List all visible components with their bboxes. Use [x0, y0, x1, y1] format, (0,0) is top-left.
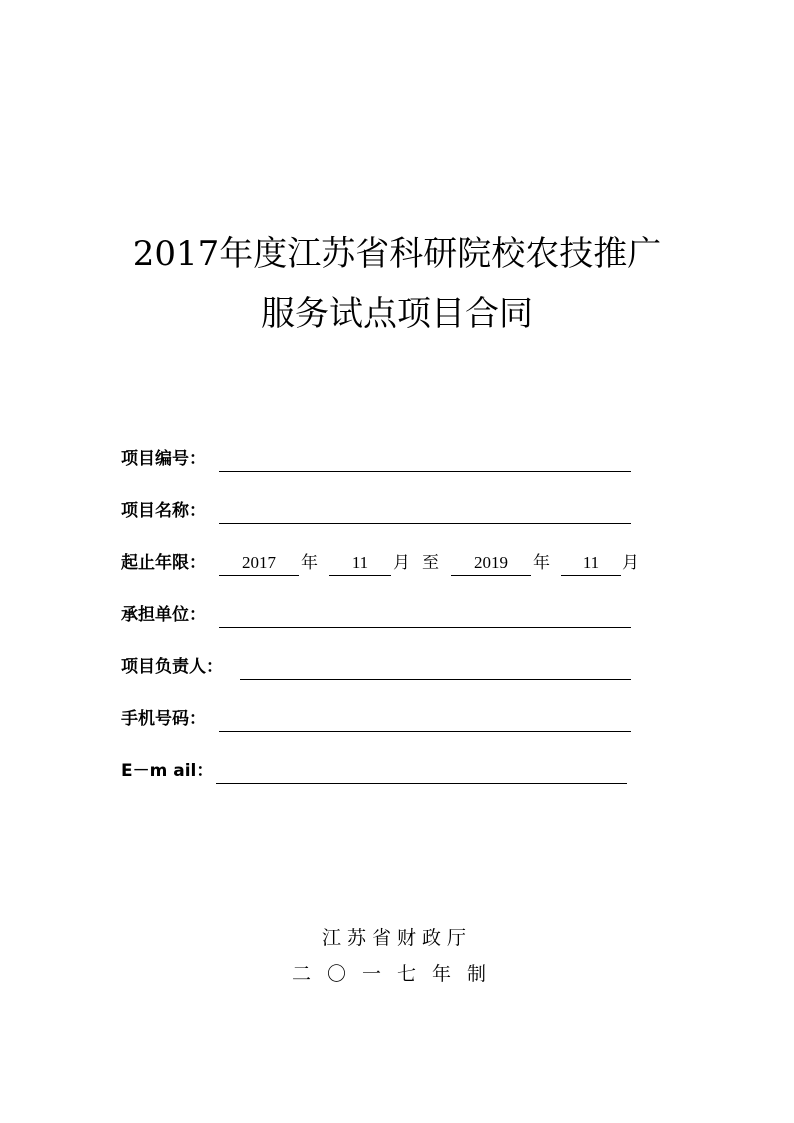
project-code-label: 项目编号： [121, 449, 206, 469]
project-code-field [121, 442, 633, 472]
project-name-label: 项目名称： [121, 501, 206, 521]
email-field [121, 754, 633, 784]
phone-number-label: 手机号码： [121, 709, 206, 729]
phone-number-blank[interactable] [219, 731, 631, 732]
start-year-value[interactable]: 2017 [219, 552, 299, 576]
start-year-unit: 年 [301, 553, 318, 573]
start-month-unit: 月 [393, 553, 410, 573]
end-month-unit: 月 [622, 553, 639, 573]
project-name-blank[interactable] [219, 523, 631, 524]
undertaking-unit-label: 承担单位： [121, 605, 206, 625]
project-leader-blank[interactable] [240, 679, 631, 680]
period-to-text: 至 [422, 553, 439, 573]
end-year-value[interactable]: 2019 [451, 552, 531, 576]
phone-number-field [121, 702, 633, 732]
project-period-label: 起止年限： [121, 553, 206, 573]
end-month-value[interactable]: 11 [561, 552, 621, 576]
made-in-year-text: 二〇一七年制 [291, 963, 502, 985]
undertaking-unit-blank[interactable] [219, 627, 631, 628]
end-year-unit: 年 [533, 553, 550, 573]
document-title-line-2: 服务试点项目合同 [261, 294, 533, 334]
document-title-line-1: 2017年度江苏省科研院校农技推广 [132, 234, 662, 274]
email-blank[interactable] [216, 783, 627, 784]
issuer-text: 江苏省财政厅 [321, 927, 472, 949]
project-leader-label: 项目负责人： [121, 657, 223, 677]
project-name-field [121, 494, 633, 524]
undertaking-unit-field [121, 598, 633, 628]
project-leader-field [121, 650, 633, 680]
email-label: E－m ail： [121, 761, 214, 781]
project-code-blank[interactable] [219, 471, 631, 472]
start-month-value[interactable]: 11 [329, 552, 391, 576]
project-period-field [121, 546, 681, 576]
